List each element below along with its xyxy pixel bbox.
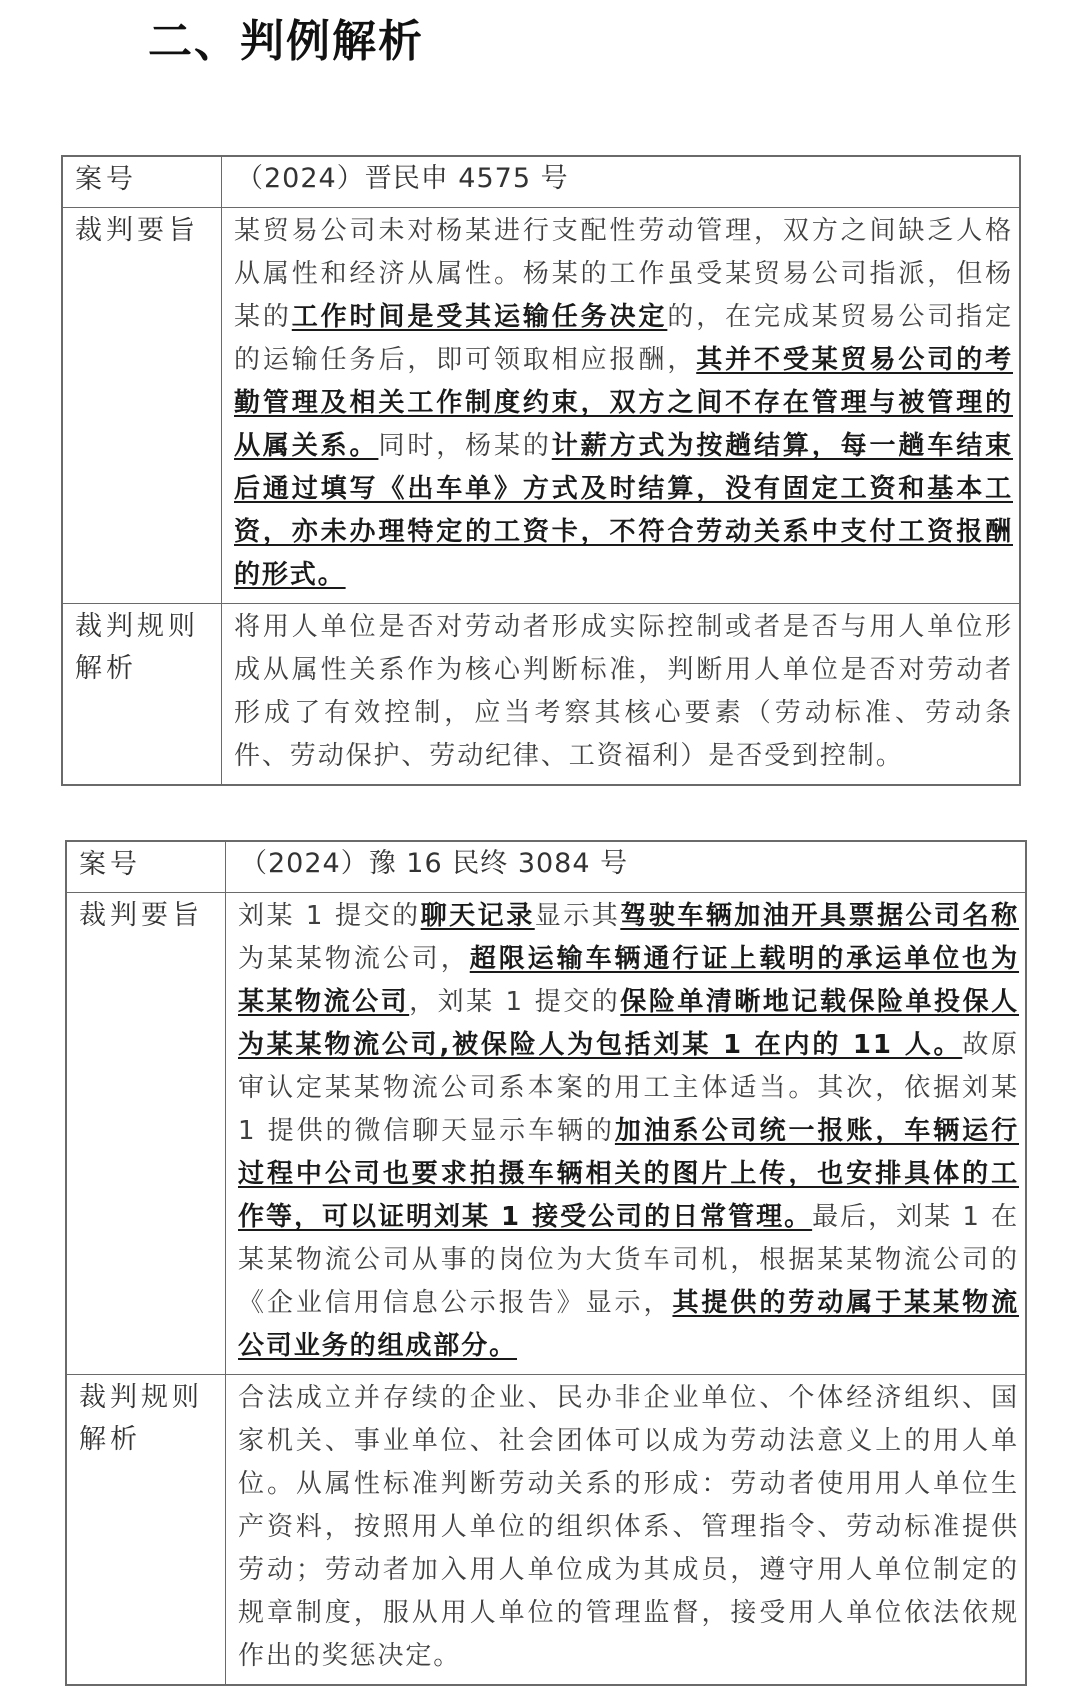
gist-text — [234, 210, 1013, 597]
highlighted-text: 其并不受某贸易公司的考勤管理及相关工作制度约束，双方之间不存在管理与被管理的从属关系。 — [234, 345, 1013, 461]
highlighted-text: 其提供的劳动属于某某物流公司业务的组成部分。 — [238, 1288, 1019, 1361]
plain-text: 故原审认定某某物流公司系本案的用工主体适当。其次，依据刘某 1 提供的微信聊天显示车辆的 — [238, 1030, 1019, 1146]
gist-cell — [226, 893, 1027, 1375]
rule-label: 裁判规则解析 — [75, 611, 199, 684]
case-number: （2024）豫 16 民终 3084 号 — [240, 848, 629, 879]
plain-text: 同时，杨某的 — [378, 431, 552, 461]
plain-text: 显示其 — [534, 901, 621, 931]
case-number-cell — [226, 841, 1027, 893]
highlighted-text: 计薪方式为按趟结算，每一趟车结束后通过填写《出车单》方式及时结算，没有固定工资和基本工资，亦未办理特定的工资卡，不符合劳动关系中支付工资报酬的形式。 — [234, 431, 1013, 590]
highlighted-text: 驾驶车辆加油开具票据公司名称 — [620, 901, 1020, 931]
rule-label-cell — [62, 604, 222, 786]
section-heading: 二、判例解析 — [148, 16, 424, 67]
gist-cell — [222, 208, 1021, 604]
case-number-label: 案号 — [79, 849, 141, 880]
highlighted-text: 聊天记录 — [420, 901, 535, 931]
rule-cell — [226, 1375, 1027, 1686]
case-number-label-cell — [62, 156, 222, 208]
gist-label-cell — [66, 893, 226, 1375]
highlighted-text: 加油系公司统一报账，车辆运行过程中公司也要求拍摄车辆相关的图片上传，也安排具体的工作等，可以证明刘某 1 接受公司的日常管理。 — [238, 1116, 1019, 1232]
plain-text: 为某某物流公司， — [238, 944, 470, 974]
gist-label: 裁判要旨 — [75, 215, 199, 246]
rule-label-cell — [66, 1375, 226, 1686]
rule-text: 合法成立并存续的企业、民办非企业单位、个体经济组织、国家机关、事业单位、社会团体可以成为劳动法意义上的用人单位。从属性标准判断劳动关系的形成：劳动者使用用人单位生产资料，按照用人单位的组织体系、管理指令、劳动标准提供劳动；劳动者加入用人单位成为其成员，遵守用人单位制定的规章制度，服从用人单位的管理监督，接受用人单位依法依规作出的奖惩决定。 — [238, 1383, 1019, 1671]
rule-row — [66, 1375, 1026, 1686]
case-table-2 — [65, 840, 1027, 1686]
case-number-cell — [222, 156, 1021, 208]
rule-cell — [222, 604, 1021, 786]
highlighted-text: 保险单清晰地记载保险单投保人为某某物流公司,被保险人为包括刘某 1 在内的 11 人。 — [238, 987, 1019, 1060]
gist-text — [238, 895, 1019, 1368]
plain-text: 某贸易公司未对杨某进行支配性劳动管理，双方之间缺乏人格从属性和经济从属性。杨某的工作虽受某贸易公司指派，但杨某的 — [234, 216, 1013, 332]
gist-row — [66, 893, 1026, 1375]
gist-row — [62, 208, 1020, 604]
rule-text: 将用人单位是否对劳动者形成实际控制或者是否与用人单位形成从属性关系作为核心判断标准，判断用人单位是否对劳动者形成了有效控制，应当考察其核心要素（劳动标准、劳动条件、劳动保护、劳动纪律、工资福利）是否受到控制。 — [234, 612, 1013, 771]
case-number-label-cell — [66, 841, 226, 893]
case-number-row — [62, 156, 1020, 208]
plain-text: 的，在完成某贸易公司指定的运输任务后，即可领取相应报酬， — [234, 302, 1013, 375]
case-number-row — [66, 841, 1026, 893]
rule-label: 裁判规则解析 — [79, 1382, 203, 1455]
gist-label: 裁判要旨 — [79, 900, 203, 931]
gist-label-cell — [62, 208, 222, 604]
highlighted-text: 超限运输车辆通行证上载明的承运单位也为某某物流公司 — [238, 944, 1020, 1017]
plain-text: ，刘某 1 提交的 — [409, 987, 621, 1017]
rule-row — [62, 604, 1020, 786]
case-number-label: 案号 — [75, 164, 137, 195]
highlighted-text: 工作时间是受其运输任务决定 — [291, 302, 668, 332]
plain-text: 刘某 1 提交的 — [238, 901, 421, 931]
case-table-1 — [61, 155, 1021, 786]
case-number: （2024）晋民申 4575 号 — [236, 163, 569, 194]
plain-text: 最后，刘某 1 在某某物流公司从事的岗位为大货车司机，根据某某物流公司的《企业信用信息公示报告》显示， — [238, 1202, 1020, 1318]
